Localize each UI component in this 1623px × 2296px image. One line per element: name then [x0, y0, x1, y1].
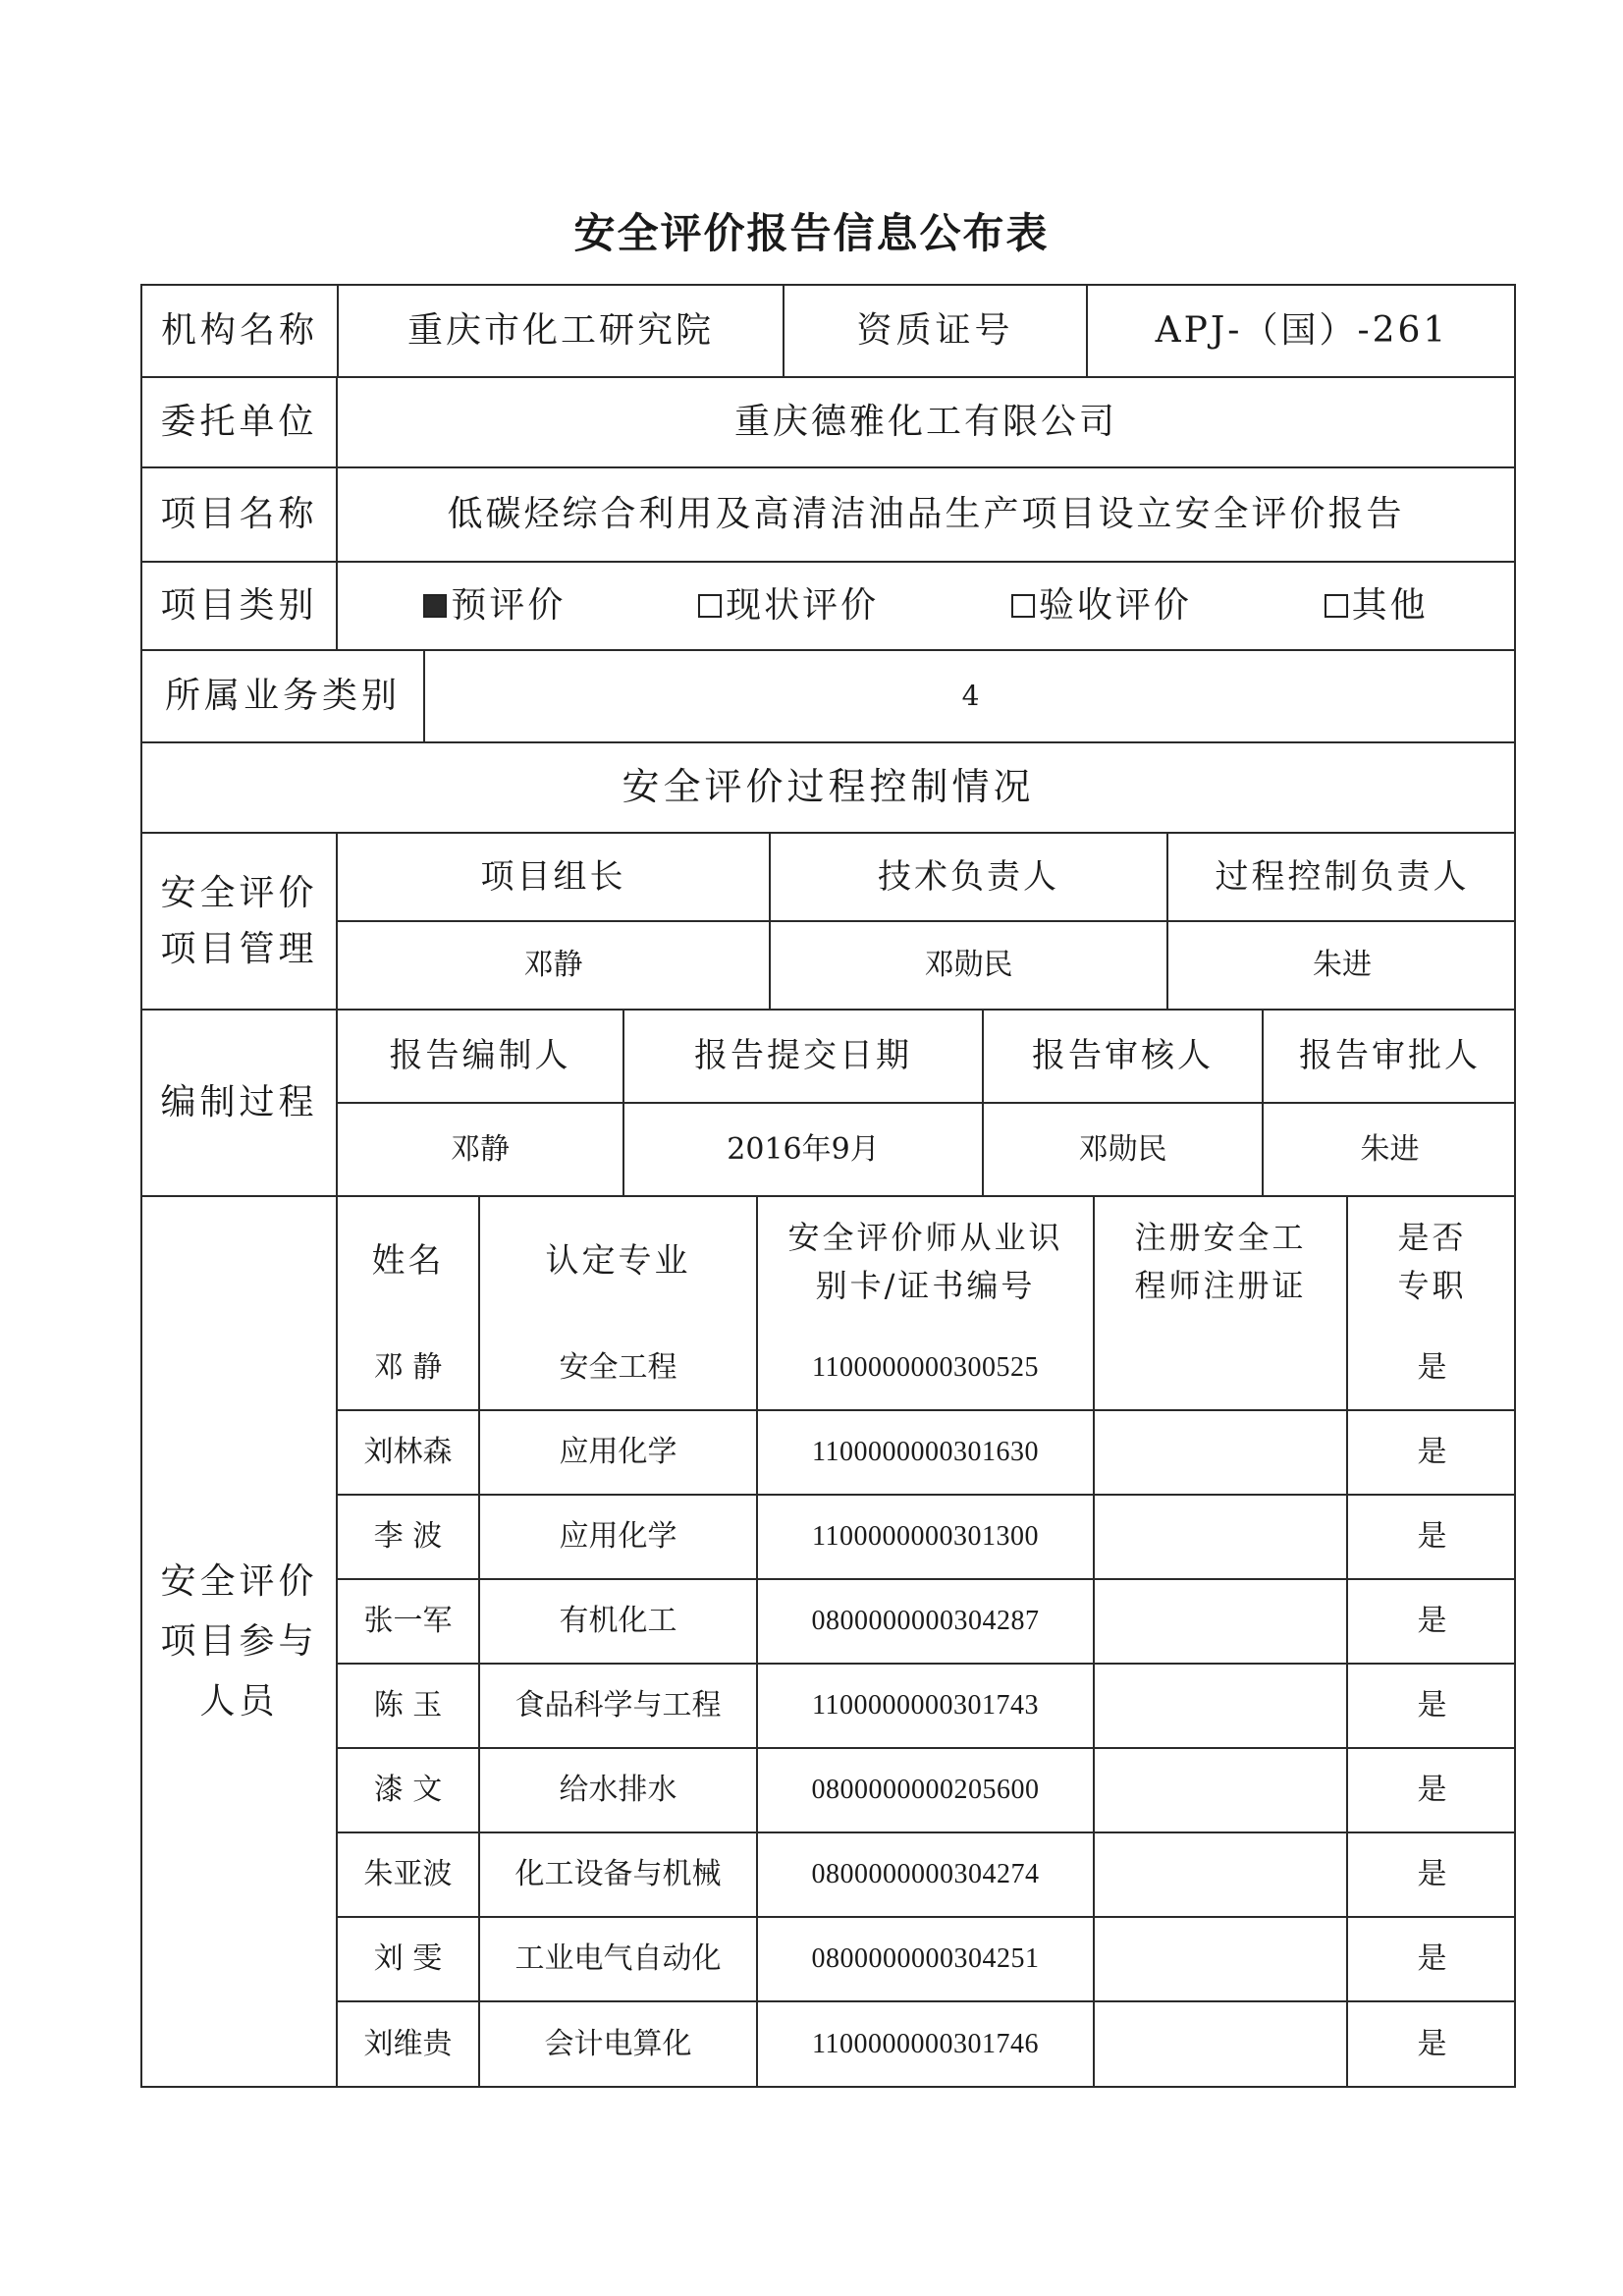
person-fulltime: 是: [1347, 1832, 1516, 1917]
header-fulltime-line2: 专职: [1397, 1266, 1467, 1304]
client-value: 重庆德雅化工有限公司: [337, 377, 1515, 467]
personnel-label: [141, 1196, 337, 2087]
person-registration: [1094, 1326, 1347, 1410]
person-registration: [1094, 1579, 1347, 1664]
compile-value: 朱进: [1263, 1103, 1516, 1195]
option-status-evaluation[interactable]: [698, 584, 879, 627]
table-row: [338, 1917, 1516, 2001]
person-registration: [1094, 1917, 1347, 2001]
management-header: 技术负责人: [770, 834, 1167, 921]
category-options: [337, 562, 1515, 650]
header-reg-line1: 注册安全工: [1134, 1219, 1307, 1257]
cert-value: APJ-（国）-261: [1087, 286, 1516, 376]
person-name: 刘 雯: [338, 1917, 479, 2001]
option-acceptance-evaluation[interactable]: [1011, 584, 1192, 627]
org-label: 机构名称: [142, 286, 338, 376]
person-fulltime: 是: [1347, 1748, 1516, 1832]
header-registration: [1094, 1197, 1347, 1326]
person-specialty: 化工设备与机械: [479, 1832, 757, 1917]
person-name: 陈 玉: [338, 1664, 479, 1748]
person-specialty: 会计电算化: [479, 2001, 757, 2086]
person-registration: [1094, 1664, 1347, 1748]
category-label: 项目类别: [141, 562, 337, 650]
person-card-number: 0800000000304251: [757, 1917, 1094, 2001]
compile-value: 邓勋民: [983, 1103, 1263, 1195]
personnel-label-line3: 人员: [199, 1681, 279, 1722]
person-specialty: 有机化工: [479, 1579, 757, 1664]
person-fulltime: 是: [1347, 1664, 1516, 1748]
person-name: 张一军: [338, 1579, 479, 1664]
header-card-line2: 别卡/证书编号: [815, 1266, 1036, 1304]
person-fulltime: 是: [1347, 1410, 1516, 1495]
org-row: [141, 285, 1515, 377]
person-card-number: 1100000000301300: [757, 1495, 1094, 1579]
person-name: 漆 文: [338, 1748, 479, 1832]
table-row: [338, 1748, 1516, 1832]
management-value: 邓静: [338, 921, 770, 1009]
header-card-number: [757, 1197, 1094, 1326]
table-row: [338, 1579, 1516, 1664]
project-value: 低碳烃综合利用及高清洁油品生产项目设立安全评价报告: [337, 467, 1515, 562]
business-label: 所属业务类别: [142, 651, 424, 741]
management-value: 邓勋民: [770, 921, 1167, 1009]
person-fulltime: 是: [1347, 1495, 1516, 1579]
person-card-number: 1100000000301630: [757, 1410, 1094, 1495]
compile-value: 邓静: [338, 1103, 623, 1195]
management-grid: [337, 833, 1515, 1010]
person-registration: [1094, 1410, 1347, 1495]
table-row: [338, 1832, 1516, 1917]
management-header: 项目组长: [338, 834, 770, 921]
person-name: 邓 静: [338, 1326, 479, 1410]
org-value: 重庆市化工研究院: [338, 286, 784, 376]
person-registration: [1094, 1748, 1347, 1832]
page-title: 安全评价报告信息公布表: [573, 209, 1050, 257]
checkbox-icon[interactable]: [698, 594, 722, 618]
management-label-line2: 项目管理: [160, 929, 318, 969]
section-title: 安全评价过程控制情况: [141, 742, 1515, 833]
person-name: 朱亚波: [338, 1832, 479, 1917]
person-card-number: 0800000000304287: [757, 1579, 1094, 1664]
person-specialty: 安全工程: [479, 1326, 757, 1410]
table-row: [338, 1495, 1516, 1579]
option-label: 验收评价: [1038, 585, 1192, 627]
option-other[interactable]: [1325, 584, 1429, 627]
person-fulltime: 是: [1347, 1917, 1516, 2001]
person-card-number: 1100000000301743: [757, 1664, 1094, 1748]
person-name: 刘林森: [338, 1410, 479, 1495]
table-row: [338, 1664, 1516, 1748]
business-value: 4: [424, 651, 1516, 741]
management-label-line1: 安全评价: [160, 872, 318, 913]
project-label: 项目名称: [141, 467, 337, 562]
business-row: [141, 650, 1515, 742]
management-value: 朱进: [1167, 921, 1516, 1009]
table-row: [338, 1410, 1516, 1495]
cert-label: 资质证号: [784, 286, 1087, 376]
compile-value: 2016年9月: [623, 1103, 983, 1195]
person-fulltime: 是: [1347, 1326, 1516, 1410]
person-specialty: 应用化学: [479, 1495, 757, 1579]
person-specialty: 工业电气自动化: [479, 1917, 757, 2001]
table-row: [338, 1326, 1516, 1410]
info-table: [140, 284, 1516, 2088]
person-card-number: 0800000000304274: [757, 1832, 1094, 1917]
person-fulltime: 是: [1347, 2001, 1516, 2086]
personnel-grid: [337, 1196, 1515, 2087]
person-specialty: 食品科学与工程: [479, 1664, 757, 1748]
header-card-line1: 安全评价师从业识: [787, 1219, 1063, 1257]
person-card-number: 0800000000205600: [757, 1748, 1094, 1832]
option-label: 预评价: [451, 585, 567, 627]
compile-label: 编制过程: [141, 1010, 337, 1196]
person-specialty: 给水排水: [479, 1748, 757, 1832]
person-specialty: 应用化学: [479, 1410, 757, 1495]
option-label: 现状评价: [726, 585, 880, 627]
management-label: [141, 833, 337, 1010]
person-registration: [1094, 1495, 1347, 1579]
compile-header: 报告审批人: [1263, 1011, 1516, 1103]
header-reg-line2: 程师注册证: [1134, 1266, 1307, 1304]
person-card-number: 1100000000301746: [757, 2001, 1094, 2086]
compile-header: 报告审核人: [983, 1011, 1263, 1103]
person-registration: [1094, 1832, 1347, 1917]
management-header: 过程控制负责人: [1167, 834, 1516, 921]
compile-header: 报告提交日期: [623, 1011, 983, 1103]
personnel-label-line2: 项目参与: [160, 1620, 318, 1662]
option-label: 其他: [1351, 585, 1429, 627]
client-label: 委托单位: [141, 377, 337, 467]
checkbox-icon[interactable]: [1011, 594, 1035, 618]
person-card-number: 1100000000300525: [757, 1326, 1094, 1410]
table-row: [338, 2001, 1516, 2086]
person-name: 刘维贵: [338, 2001, 479, 2086]
person-fulltime: 是: [1347, 1579, 1516, 1664]
compile-header: 报告编制人: [338, 1011, 623, 1103]
person-registration: [1094, 2001, 1347, 2086]
checkbox-icon[interactable]: [1325, 594, 1348, 618]
checkbox-checked-icon[interactable]: [423, 594, 447, 618]
header-name: 姓名: [338, 1197, 479, 1326]
header-specialty: 认定专业: [479, 1197, 757, 1326]
compile-grid: [337, 1010, 1515, 1196]
header-fulltime-line1: 是否: [1397, 1219, 1467, 1257]
option-pre-evaluation[interactable]: [423, 584, 566, 627]
header-fulltime: [1347, 1197, 1516, 1326]
personnel-label-line1: 安全评价: [160, 1560, 318, 1602]
person-name: 李 波: [338, 1495, 479, 1579]
